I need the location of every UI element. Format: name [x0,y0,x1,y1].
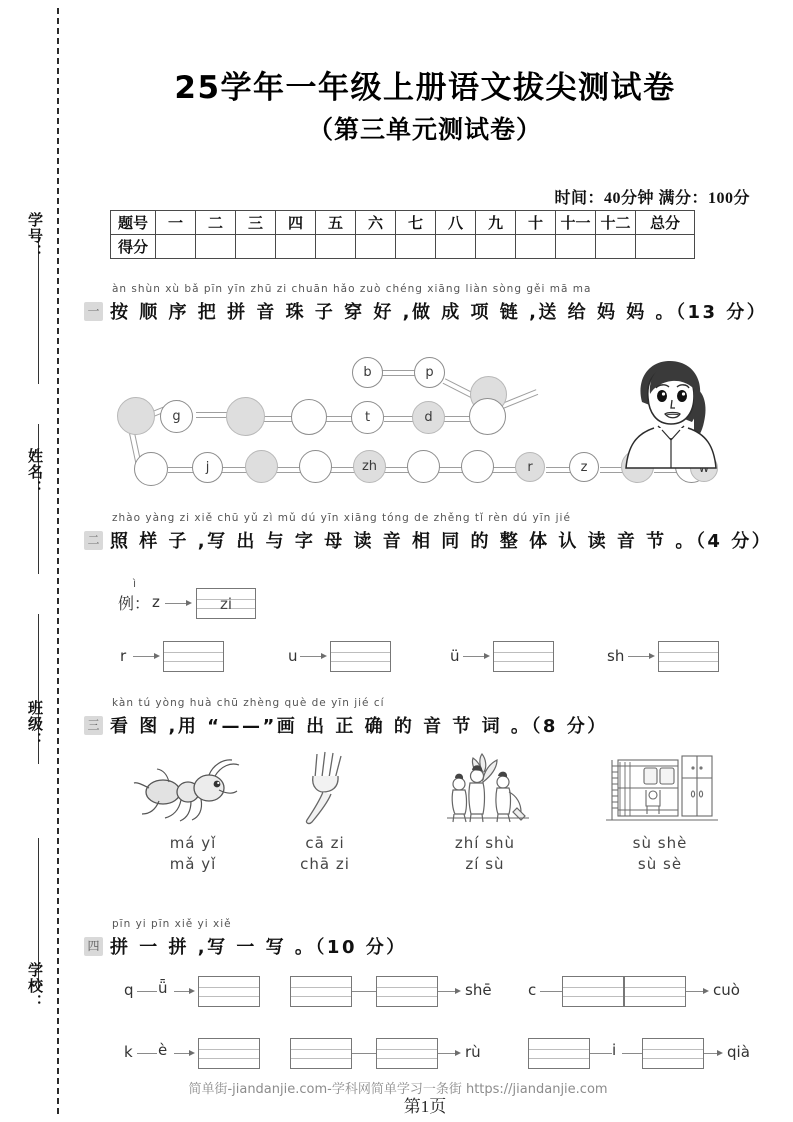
q2-letter-v: ü [450,647,460,665]
q4-r1-g2-result: shē [465,981,492,999]
col-header-1: 一 [156,211,196,235]
example-answer-text: zi [219,594,233,613]
q4-r2-g3-line-1 [590,1053,612,1054]
example-tone-mark: ì [133,577,137,590]
col-header-3: 三 [236,211,276,235]
q4-r1-g1-line-2 [174,991,190,992]
bead-r[interactable]: r [515,452,545,482]
page-title: 25学年一年级上册语文拔尖测试卷 [174,70,676,106]
question-4-pinyin: pīn yi pīn xiě yi xiě [112,918,232,930]
q4-r1-g1-mid: ǖ [158,979,168,997]
q2-arrow-line-2 [300,656,322,657]
page-subtitle: （第三单元测试卷） [307,115,542,144]
bead-blank-mid-2[interactable] [226,397,265,436]
sidebar-rule-2 [38,424,39,574]
exam-meta: 时间：40分钟 满分：100分 [554,190,750,207]
q4-r2-g3-mid: i [612,1041,617,1059]
q4-r1-g2-line [352,991,376,992]
q3-item-4-option-b[interactable]: sù sè [637,855,683,873]
row-label-question-no: 题号 [111,211,156,235]
q4-r1-g2-box-2-text [377,977,437,1006]
col-header-6: 六 [356,211,396,235]
q4-r2-g2-line [352,1053,376,1054]
q4-r2-g2-arrow [455,1050,461,1056]
bead-d[interactable]: d [412,401,445,434]
q4-r1-g1-arrow [189,988,195,994]
binding-dashed-line [57,8,59,1114]
q4-r1-g3-box-2[interactable] [624,976,686,1007]
q4-r2-g2-box-2-text [377,1039,437,1068]
question-3-marker: 三 [84,716,103,735]
q4-r1-g3-box-1[interactable] [562,976,624,1007]
q4-r1-g3-left: c [528,981,537,999]
q4-r2-g1-arrow [189,1050,195,1056]
bead-p[interactable]: p [414,357,445,388]
q4-r1-g1-line-1 [137,991,157,992]
q4-r1-g3-arrow [703,988,709,994]
q4-r2-g2-box-1[interactable] [290,1038,352,1069]
q4-r2-g3-result: qià [727,1043,750,1061]
q3-item-4 [595,750,725,873]
q4-r2-g3-box-1-text [529,1039,589,1068]
q4-r1-g2-box-1-text [291,977,351,1006]
q4-r2-g1-left: k [124,1043,133,1061]
q4-r2-g2-box-1-text [291,1039,351,1068]
bead-blank-mid-1[interactable] [117,397,155,435]
bead-blank-bot-2[interactable] [245,450,278,483]
q4-r2-g1-box-1-text [199,1039,259,1068]
q4-r1-g3-line-1 [540,991,562,992]
question-2-text: 照 样 子 ,写 出 与 字 母 读 音 相 同 的 整 体 认 读 音 节 。（4 分） [110,531,773,552]
example-letter: z [152,593,160,611]
question-2-pinyin: zhào yàng zi xiě chū yǔ zì mǔ dú yīn xiāng tóng de zhěng tǐ rèn dú yīn jié [112,512,571,524]
q4-r1-g2-line-2 [438,991,456,992]
bead-blank-mid-4[interactable] [469,398,506,435]
score-cell-6[interactable] [356,235,396,259]
score-cell-1[interactable] [156,235,196,259]
bead-blank-bot-1[interactable] [134,452,168,486]
q4-r1-g1-box-1[interactable] [198,976,260,1007]
q2-answer-box-1[interactable] [163,641,224,672]
teacher-illustration [614,350,724,475]
score-cell-5[interactable] [316,235,356,259]
q2-answer-text-4 [659,642,718,671]
example-arrow-line [165,603,187,604]
q3-item-3-option-b[interactable]: zí sù [465,855,505,873]
q2-arrow-head-3 [484,653,490,659]
col-header-10: 十 [516,211,556,235]
question-2-marker: 二 [84,531,103,550]
q4-r2-g3-arrow [717,1050,723,1056]
planting-tree-icon [425,752,545,826]
q4-r1-g1-left: q [124,981,134,999]
q3-item-4-option-a[interactable]: sù shè [632,834,688,852]
q2-letter-r: r [120,647,127,665]
sidebar-label-school: 学校： [26,962,44,1010]
q4-r2-g2-line-2 [438,1053,456,1054]
q3-item-1-option-a[interactable]: má yǐ [169,834,217,852]
q4-r1-g3-line-2 [686,991,704,992]
bead-z[interactable]: z [569,452,599,482]
q3-item-2-option-a[interactable]: cā zi [305,834,345,852]
question-4-marker: 四 [84,937,103,956]
q3-item-3 [420,752,550,873]
q4-r2-g3-box-2-text [643,1039,703,1068]
q4-r1-g2-box-2[interactable] [376,976,438,1007]
q4-r1-g3-box-1-text [563,977,623,1006]
q4-r1-g3-result: cuò [713,981,740,999]
bead-blank-bot-5[interactable] [461,450,494,483]
bead-link [382,370,418,376]
sidebar-label-class: 班级： [26,700,44,748]
bead-link [196,412,230,418]
q3-item-3-option-a[interactable]: zhí shù [454,834,516,852]
q2-arrow-line-4 [628,656,650,657]
example-label: 例： [118,594,151,613]
bead-link [384,416,415,422]
q4-r2-g1-line-1 [137,1053,157,1054]
q4-r1-g2-box-1[interactable] [290,976,352,1007]
q2-answer-box-4[interactable] [658,641,719,672]
q2-arrow-head-2 [321,653,327,659]
col-header-5: 五 [316,211,356,235]
bead-b[interactable]: b [352,357,383,388]
q2-answer-text-3 [494,642,553,671]
ant-icon [133,756,253,826]
bead-blank-mid-3[interactable] [291,399,327,435]
q3-item-1 [128,756,258,873]
q4-r1-g2-arrow [455,988,461,994]
q2-answer-box-2[interactable] [330,641,391,672]
q4-r2-g2-box-2[interactable] [376,1038,438,1069]
q4-r2-g1-mid: è [158,1041,168,1059]
q2-arrow-line-3 [463,656,485,657]
q3-item-1-option-b[interactable]: mǎ yǐ [169,855,217,873]
q4-r1-g3-box-2-text [625,977,685,1006]
q2-arrow-head-4 [649,653,655,659]
question-4-text: 拼 一 拼 ,写 一 写 。（10 分） [110,937,407,958]
table-row-question-numbers [111,211,695,235]
q4-r2-g1-line-2 [174,1053,190,1054]
question-3-pinyin: kàn tú yòng huà chū zhèng què de yīn jié cí [112,697,385,709]
row-label-score: 得分 [111,235,156,259]
q2-arrow-line-1 [133,656,155,657]
score-cell-total[interactable] [636,235,695,259]
sidebar-label-student-id: 学号： [26,212,44,260]
bead-blank-bot-3[interactable] [299,450,332,483]
dormitory-icon [598,750,723,826]
bead-zh[interactable]: zh [353,450,386,483]
sidebar-label-name: 姓名： [26,448,44,496]
col-header-8: 八 [436,211,476,235]
question-1-marker: 一 [84,302,103,321]
score-cell-2[interactable] [196,235,236,259]
q2-arrow-head-1 [154,653,160,659]
q4-r2-g3-line-3 [704,1053,718,1054]
score-table [110,210,695,259]
q4-r1-g1-box-1-text [199,977,259,1006]
bead-j[interactable]: j [192,452,223,483]
q2-letter-sh: sh [607,647,625,665]
q4-r2-g3-box-1[interactable] [528,1038,590,1069]
score-cell-12[interactable] [596,235,636,259]
score-cell-11[interactable] [556,235,596,259]
q4-r2-g3-line-2 [622,1053,642,1054]
example-arrow-head [186,600,192,606]
site-watermark: 简单街-jiandanjie.com-学科网简单学习一条街 https://jiandanjie.com [188,1082,608,1097]
bead-g[interactable]: g [160,400,193,433]
col-header-2: 二 [196,211,236,235]
question-1-text: 按 顺 序 把 拼 音 珠 子 穿 好 ,做 成 项 链 ,送 给 妈 妈 。（13 分） [110,302,768,323]
q4-r2-g2-result: rù [465,1043,481,1061]
score-cell-8[interactable] [436,235,476,259]
bead-blank-bot-4[interactable] [407,450,440,483]
table-row-scores [111,235,695,259]
q2-answer-text-2 [331,642,390,671]
score-cell-9[interactable] [476,235,516,259]
score-cell-10[interactable] [516,235,556,259]
col-header-4: 四 [276,211,316,235]
q3-item-2-option-b[interactable]: chā zi [300,855,350,873]
bead-link [168,467,194,473]
fork-icon [275,748,375,826]
bead-t[interactable]: t [351,401,384,434]
col-header-7: 七 [396,211,436,235]
col-header-12: 十二 [596,211,636,235]
score-cell-4[interactable] [276,235,316,259]
q4-r2-g3-box-2[interactable] [642,1038,704,1069]
col-header-11: 十一 [556,211,596,235]
score-cell-3[interactable] [236,235,276,259]
q2-answer-box-3[interactable] [493,641,554,672]
col-header-9: 九 [476,211,516,235]
score-cell-7[interactable] [396,235,436,259]
q4-r2-g1-box-1[interactable] [198,1038,260,1069]
example-answer-box [196,588,256,619]
q2-answer-text-1 [164,642,223,671]
q3-item-2 [270,748,380,873]
question-3-text: 看 图 ,用 “——”画 出 正 确 的 音 节 词 。（8 分） [110,716,608,737]
col-header-total: 总分 [636,211,695,235]
page-number: 第1页 [403,1097,447,1116]
q2-letter-u: u [288,647,298,665]
question-1-pinyin: àn shùn xù bǎ pīn yīn zhū zi chuān hǎo zuò chéng xiāng liàn sòng gěi mā ma [112,283,592,295]
